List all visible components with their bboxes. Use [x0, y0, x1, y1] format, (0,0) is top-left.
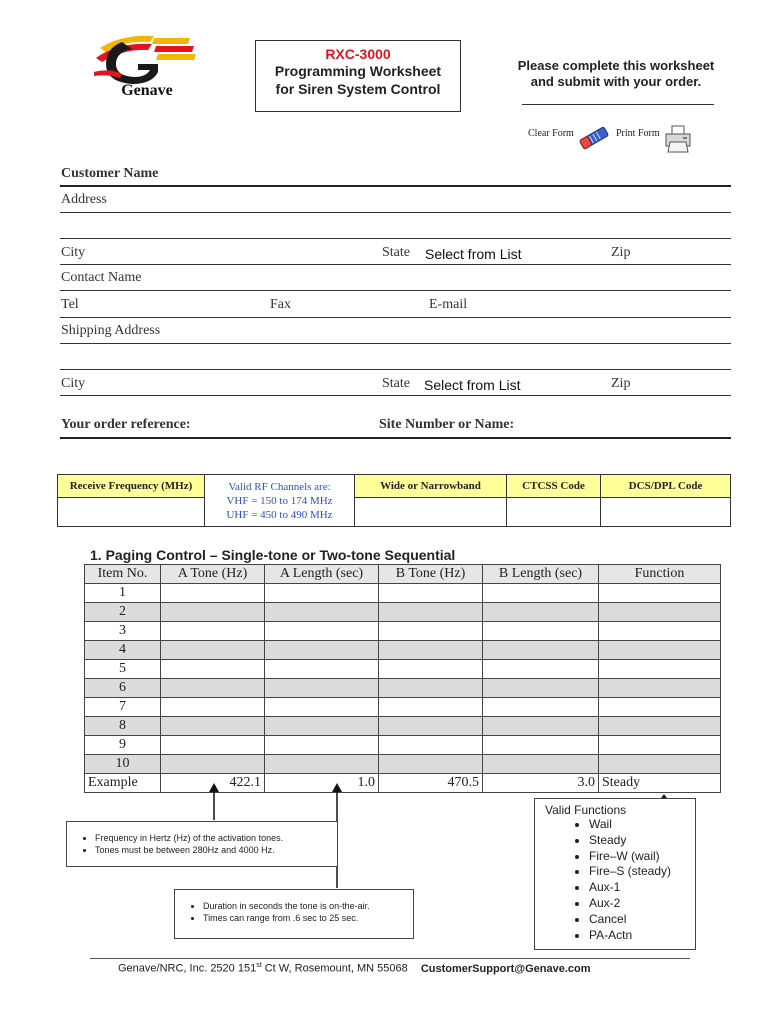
col-b-length: B Length (sec): [483, 565, 599, 584]
valid-channels-title: Valid RF Channels are:: [228, 480, 331, 493]
shipping-address-label: Shipping Address: [61, 323, 161, 338]
footer-divider: [90, 958, 690, 959]
col-a-length: A Length (sec): [265, 565, 379, 584]
model-title: RXC-3000: [325, 46, 391, 62]
customer-name-label: Customer Name: [61, 166, 159, 181]
city-label: City: [61, 245, 86, 260]
logo-text: Genave: [121, 82, 173, 99]
example-a-length: 1.0: [265, 774, 379, 793]
function-item: • Fire–W (wail): [589, 849, 695, 865]
function-item: • PA-Actn: [589, 928, 695, 944]
state-label: State: [382, 245, 410, 260]
example-function: Steady: [599, 774, 721, 793]
title-line-1: Programming Worksheet: [274, 63, 442, 79]
tone-note-item: • Frequency in Hertz (Hz) of the activation tones.: [95, 832, 337, 844]
footer-address-sup: st: [256, 962, 262, 969]
example-label: Example: [85, 774, 161, 793]
valid-channels-uhf: UHF = 450 to 490 MHz: [226, 508, 333, 521]
order-reference-label: Your order reference:: [61, 417, 191, 432]
shipping-state-label: State: [382, 376, 410, 391]
valid-functions-box: [534, 798, 696, 950]
email-label: E-mail: [429, 297, 468, 312]
valid-functions-title: Valid Functions: [545, 803, 627, 817]
tone-note-item: • Tones must be between 280Hz and 4000 Hz.: [95, 844, 337, 856]
item-number: 4: [85, 641, 161, 660]
fax-label: Fax: [270, 297, 291, 312]
zip-label: Zip: [611, 245, 631, 260]
item-number: 9: [85, 736, 161, 755]
function-item: • Fire–S (steady): [589, 864, 695, 880]
shipping-zip-label: Zip: [611, 376, 631, 391]
item-number: 8: [85, 717, 161, 736]
instruction-line-1: Please complete this worksheet: [517, 58, 715, 73]
footer-address-pre: Genave/NRC, Inc. 2520 151: [118, 962, 257, 975]
length-note-item: • Times can range from .6 sec to 25 sec.: [203, 912, 413, 924]
valid-channels-vhf: VHF = 150 to 174 MHz: [226, 494, 333, 507]
function-item: • Steady: [589, 833, 695, 849]
length-note-item: • Duration in seconds the tone is on-the-air.: [203, 900, 413, 912]
band-header: Wide or Narrowband: [355, 475, 507, 498]
col-item-no: Item No.: [85, 565, 161, 584]
title-line-2: for Siren System Control: [275, 81, 441, 97]
site-number-label: Site Number or Name:: [379, 417, 515, 432]
item-number: 10: [85, 755, 161, 774]
item-number: 6: [85, 679, 161, 698]
function-item: • Aux-2: [589, 896, 695, 912]
print-form-label[interactable]: Print Form: [616, 128, 660, 139]
example-b-tone: 470.5: [379, 774, 483, 793]
item-number: 1: [85, 584, 161, 603]
item-number: 5: [85, 660, 161, 679]
shipping-state-select[interactable]: Select from List: [424, 377, 521, 393]
function-item: • Cancel: [589, 912, 695, 928]
footer: [118, 962, 591, 975]
state-select[interactable]: Select from List: [425, 246, 522, 262]
receive-frequency-header: Receive Frequency (MHz): [58, 475, 205, 498]
function-item: • Wail: [589, 817, 695, 833]
tone-note-box: [66, 821, 338, 867]
function-item: • Aux-1: [589, 880, 695, 896]
ctcss-header: CTCSS Code: [507, 475, 601, 498]
col-b-tone: B Tone (Hz): [379, 565, 483, 584]
instruction-line-2: and submit with your order.: [530, 74, 702, 89]
contact-name-label: Contact Name: [61, 270, 142, 285]
item-number: 7: [85, 698, 161, 717]
shipping-city-label: City: [61, 376, 86, 391]
col-function: Function: [599, 565, 721, 584]
clear-form-label[interactable]: Clear Form: [528, 128, 574, 139]
example-b-length: 3.0: [483, 774, 599, 793]
paging-section-title: 1. Paging Control – Single-tone or Two-tone Sequential: [90, 547, 456, 563]
example-a-tone: 422.1: [161, 774, 265, 793]
tel-label: Tel: [61, 297, 79, 312]
length-note-box: [174, 889, 414, 939]
dcs-header: DCS/DPL Code: [601, 475, 731, 498]
arrow-a-tone: [209, 783, 219, 820]
col-a-tone: A Tone (Hz): [161, 565, 265, 584]
item-number: 3: [85, 622, 161, 641]
item-number: 2: [85, 603, 161, 622]
footer-email[interactable]: CustomerSupport@Genave.com: [420, 962, 591, 975]
address-label: Address: [61, 192, 107, 207]
footer-address-post: Ct W, Rosemount, MN 55068: [261, 962, 408, 975]
